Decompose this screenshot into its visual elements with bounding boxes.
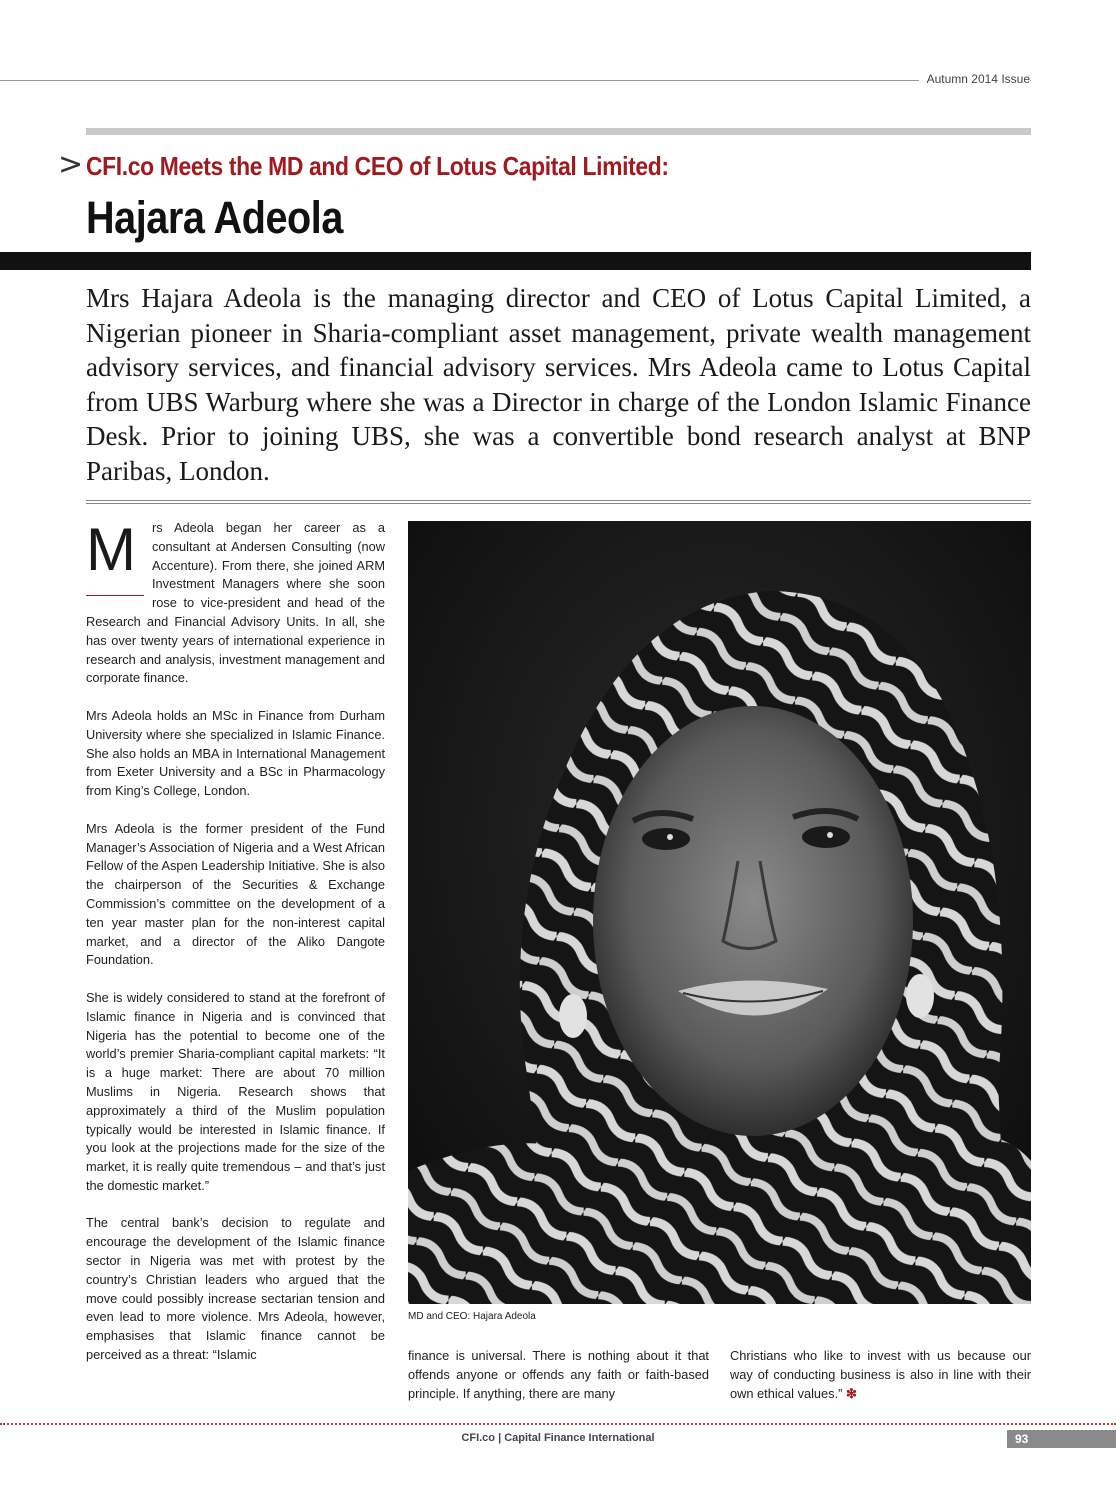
issue-label: Autumn 2014 Issue [919,72,1030,86]
chevron-right-icon: > [58,147,84,182]
title-bottom-bar [0,252,1031,270]
body-paragraph-3: Mrs Adeola is the former president of the Fund Manager’s Association of Nigeria and a West African Fellow of the Aspen Leadership Initiative. She is also the chairperson of the Securities & Exchange Commission’s committee on the development of a ten year master plan for the non-interest capital market, and a director of the Aliko Dangote Foundation. [86,820,385,968]
portrait-illustration [408,521,1031,1304]
footer-publication: CFI.co | Capital Finance International [461,1432,655,1444]
body-column-1 [86,516,385,1384]
article-headline: Hajara Adeola [86,192,343,243]
header-rule [0,80,1031,81]
body-paragraph-final [730,1347,1031,1403]
footer-dotted-rule [0,1423,1116,1425]
body-paragraph-final-text: Christians who like to invest with us because our way of conducting business is also in line with their own ethical values.” [730,1348,1031,1401]
title-top-bar [86,128,1031,135]
body-paragraph-1 [86,516,385,688]
article-kicker: CFI.co Meets the MD and CEO of Lotus Capital Limited: [86,151,669,181]
page-number: 93 [1007,1430,1116,1448]
body-column-2 [408,1347,709,1422]
body-paragraph-2: Mrs Adeola holds an MSc in Finance from Durham University where she specialized in Islamic Finance. She also holds an MBA in International Management from Exeter University and a BSc in Pharmacology from King’s College, London. [86,707,385,799]
body-paragraph-4: She is widely considered to stand at the forefront of Islamic finance in Nigeria and is convinced that Nigeria has the potential to become one of the world’s premier Sharia-compliant capital markets: “It is a huge market: There are about 70 million Muslims in Nigeria. Research shows that approximately a third of the Muslim population typically would be interested in Islamic finance. If you look at the projections made for the size of the market, it is really quite tremendous – and that’s just the domestic market.” [86,989,385,1193]
body-paragraph-5: The central bank’s decision to regulate and encourage the development of the Islamic finance sector in Nigeria was met with protest by the country’s Christian leaders who argued that the move could possibly increase sectarian tension and even lead to more violence. Mrs Adeola, however, emphasises that Islamic finance cannot be perceived as a threat: “Islamic [86,1215,385,1363]
lead-paragraph: Mrs Hajara Adeola is the managing director and CEO of Lotus Capital Limited, a Nigerian pioneer in Sharia-compliant asset management, private wealth management advisory services, and financial advisory services. Mrs Adeola came to Lotus Capital from UBS Warburg where she was a Director in charge of the London Islamic Finance Desk. Prior to joining UBS, she was a convertible bond research analyst at BNP Paribas, London. [86,283,1031,486]
lead-divider [86,500,1031,504]
body-paragraph-1-text: rs Adeola began her career as a consultant at Andersen Consulting (now Accenture). From there, she joined ARM Investment Managers where she soon rose to vice-president and head of the Research and Financial Advisory Units. In all, she has over twenty years of international experience in research and analysis, investment management and corporate finance. [86,520,385,686]
portrait-photo [408,521,1031,1304]
end-mark-icon: ❇ [845,1385,857,1401]
drop-cap: M [86,519,144,596]
body-column-3 [730,1347,1031,1422]
body-paragraph-continued: finance is universal. There is nothing about it that offends anyone or offends any faith or faith-based principle. If anything, there are many [408,1348,709,1401]
photo-caption: MD and CEO: Hajara Adeola [408,1311,536,1322]
